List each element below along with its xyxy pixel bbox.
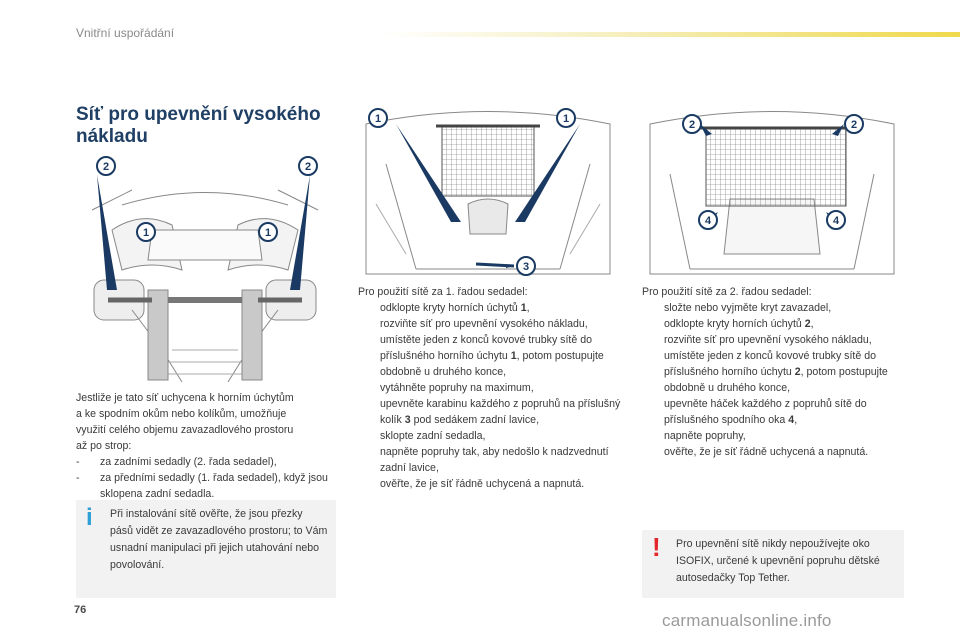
list-item: odklopte kryty horních úchytů 1,: [380, 302, 530, 314]
instructions-list: [642, 300, 906, 460]
figure-net-second-row: [640, 104, 904, 276]
list-item: upevněte háček každého z popruhů sítě do příslušného spodního oka 4,: [664, 398, 867, 426]
list-item: vytáhněte popruhy na maximum,: [380, 382, 534, 394]
info-icon: i: [86, 504, 93, 531]
page-number: 76: [74, 604, 87, 616]
col1-text: [76, 390, 344, 502]
list-item: upevněte karabinu každého z popruhů na příslušný kolík 3 pod sedákem zadní lavice,: [380, 398, 621, 426]
callout-label: 1: [264, 227, 272, 239]
callout-label: 2: [304, 161, 312, 173]
instructions-intro: Pro použití sítě za 2. řadou sedadel:: [642, 286, 812, 298]
section-header-label: Vnitřní uspořádání: [76, 26, 175, 40]
list-item: napněte popruhy tak, aby nedošlo k nadzvednutí zadní lavice,: [380, 446, 609, 474]
warning-text: Pro upevnění sítě nikdy nepoužívejte oko ISOFIX, určené k upevnění popruhu dětské autosedačky Top Tether.: [676, 538, 880, 584]
callout-label: 3: [522, 261, 530, 273]
list-item: umístěte jeden z konců kovové trubky sítě do příslušného horního úchytu 1, potom postupujte obdobně u druhého konce,: [380, 334, 604, 378]
col2-text: [358, 284, 622, 492]
list-item: rozviňte síť pro upevnění vysokého nákladu,: [380, 318, 588, 330]
callout-label: 2: [850, 119, 858, 131]
instructions-list: [358, 300, 622, 492]
info-text: Při instalování sítě ověřte, že jsou přezky pásů vidět ze zavazadlového prostoru; to Vám usnadní manipulaci při jejich utahování nebo povolování.: [110, 508, 328, 571]
list-item: rozviňte síť pro upevnění vysokého nákladu,: [664, 334, 872, 346]
intro-line: až po strop:: [76, 440, 132, 452]
list-item: - za zadními sedadly (2. řada sedadel),: [76, 456, 277, 468]
list-item: - za předními sedadly (1. řada sedadel), když jsou sklopena zadní sedadla.: [76, 472, 328, 500]
list-item: sklopte zadní sedadla,: [380, 430, 486, 442]
list-item: umístěte jeden z konců kovové trubky sítě do příslušného horního úchytu 2, potom postupujte obdobně u druhého konce,: [664, 350, 888, 394]
callout-label: 2: [688, 119, 696, 131]
seat-position-list: [76, 454, 344, 502]
list-item: ověřte, že je síť řádně uchycená a napnutá.: [664, 446, 869, 458]
callout-label: 1: [374, 113, 382, 125]
intro-line: využití celého objemu zavazadlového prostoru: [76, 424, 294, 436]
figure-net-first-row: [356, 104, 620, 276]
intro-line: Jestliže je tato síť uchycena k horním úchytům: [76, 392, 294, 404]
warning-box: [642, 530, 904, 598]
section-title: Síť pro upevnění vysokého nákladu: [76, 104, 321, 147]
list-item: ověřte, že je síť řádně uchycená a napnutá.: [380, 478, 585, 490]
figure-rear-seat-anchors: [72, 150, 338, 382]
intro-line: a ke spodním okům nebo kolíkům, umožňuje: [76, 408, 287, 420]
instructions-intro: Pro použití sítě za 1. řadou sedadel:: [358, 286, 528, 298]
callout-label: 1: [562, 113, 570, 125]
header-gradient-bar: [380, 32, 960, 37]
list-item: složte nebo vyjměte kryt zavazadel,: [664, 302, 832, 314]
list-item: napněte popruhy,: [664, 430, 746, 442]
watermark: carmanualsonline.info: [662, 611, 832, 630]
callout-label: 4: [704, 215, 712, 227]
callout-label: 2: [102, 161, 110, 173]
col3-text: [642, 284, 906, 460]
list-item: odklopte kryty horních úchytů 2,: [664, 318, 814, 330]
warning-icon: !: [652, 532, 661, 562]
callout-label: 4: [832, 215, 840, 227]
callout-label: 1: [142, 227, 150, 239]
info-box: [76, 500, 336, 598]
